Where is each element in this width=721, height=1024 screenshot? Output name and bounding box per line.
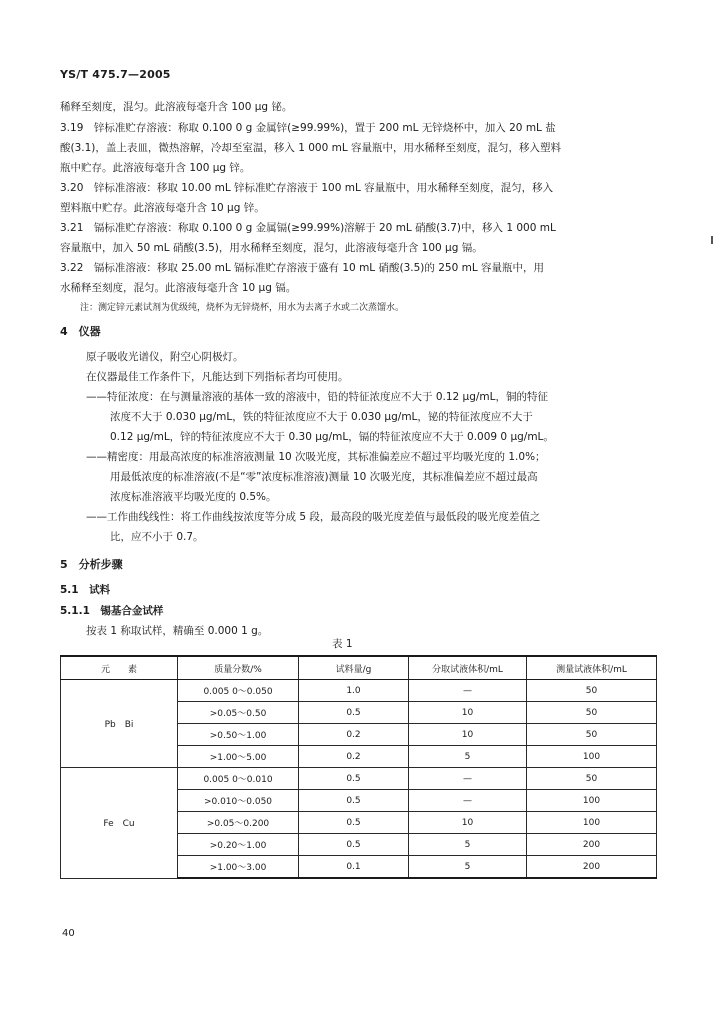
table-cell: 50 <box>527 768 657 790</box>
table-cell: 0.005 0～0.050 <box>178 680 299 702</box>
table-cell: 0.2 <box>299 746 409 768</box>
paragraph-line: 3.19 锌标准贮存溶液：称取 0.100 0 g 金属锌(≥99.99%)，置于 200 mL 无锌烧杯中，加入 20 mL 盐 <box>60 122 556 134</box>
table-1 <box>60 655 657 879</box>
table-cell: — <box>409 790 527 812</box>
scan-edge-mark <box>711 236 713 244</box>
table-cell: 0.5 <box>299 768 409 790</box>
table-cell: 10 <box>409 702 527 724</box>
table-cell: 100 <box>527 790 657 812</box>
section-5-1-title: 5.1 试料 <box>60 584 111 596</box>
header-aliquot-volume: 分取试液体积/mL <box>409 656 527 680</box>
note-text: 注：测定锌元素试剂为优级纯，烧杯为无锌烧杯，用水为去离子水或二次蒸馏水。 <box>80 303 405 313</box>
table-cell: 5 <box>409 834 527 856</box>
table-row <box>61 768 657 790</box>
table-cell: — <box>409 768 527 790</box>
paragraph-line: 0.12 μg/mL，锌的特征浓度应不大于 0.30 μg/mL，镉的特征浓度应不大于 0.009 0 μg/mL。 <box>110 431 554 443</box>
paragraph-line: 浓度标准溶液平均吸光度的 0.5%。 <box>110 491 277 503</box>
table-cell: 10 <box>409 724 527 746</box>
table-cell: 0.5 <box>299 702 409 724</box>
paragraph-line: 用最低浓度的标准溶液(不是“零”浓度标准溶液)测量 10 次吸光度，其标准偏差应不超过最高 <box>110 471 538 483</box>
paragraph-line: 按表 1 称取试样，精确至 0.000 1 g。 <box>86 625 269 637</box>
table-cell: 5 <box>409 856 527 879</box>
paragraph-line: 酸(3.1)，盖上表皿，微热溶解，冷却至室温，移入 1 000 mL 容量瓶中，用水稀释至刻度，混匀，移入塑料 <box>60 142 562 154</box>
standard-number: YS/T 475.7—2005 <box>60 68 171 81</box>
table-row <box>61 680 657 702</box>
table-cell: >0.20～1.00 <box>178 834 299 856</box>
table-cell: 50 <box>527 724 657 746</box>
table-cell: >0.50～1.00 <box>178 724 299 746</box>
table-cell: >0.05～0.200 <box>178 812 299 834</box>
paragraph-line: 水稀释至刻度，混匀。此溶液每毫升含 10 μg 镉。 <box>60 282 297 294</box>
paragraph-line: ——特征浓度：在与测量溶液的基体一致的溶液中，铅的特征浓度应不大于 0.12 μg/mL，铜的特征 <box>86 391 549 403</box>
section-5-title: 5 分析步骤 <box>60 558 123 571</box>
table-cell: >1.00～5.00 <box>178 746 299 768</box>
header-mass-fraction: 质量分数/% <box>178 656 299 680</box>
page-number: 40 <box>62 928 75 939</box>
table-cell: 1.0 <box>299 680 409 702</box>
paragraph-line: ——精密度：用最高浓度的标准溶液测量 10 次吸光度，其标准偏差应不超过平均吸光度的 1.0%； <box>86 451 546 463</box>
table-cell: 10 <box>409 812 527 834</box>
table-cell: 5 <box>409 746 527 768</box>
table-cell: >0.010～0.050 <box>178 790 299 812</box>
paragraph-line: 原子吸收光谱仪，附空心阴极灯。 <box>86 351 244 363</box>
paragraph-line: 稀释至刻度，混匀。此溶液每毫升含 100 μg 铋。 <box>60 101 293 113</box>
paragraph-line: 比，应不小于 0.7。 <box>110 531 204 543</box>
table-cell: 0.5 <box>299 790 409 812</box>
paragraph-line: 瓶中贮存。此溶液每毫升含 100 μg 锌。 <box>60 162 251 174</box>
table-cell: >1.00～3.00 <box>178 856 299 879</box>
table-cell: 0.2 <box>299 724 409 746</box>
header-measure-volume: 测量试液体积/mL <box>527 656 657 680</box>
paragraph-line: 在仪器最佳工作条件下，凡能达到下列指标者均可使用。 <box>86 371 349 383</box>
paragraph-line: 3.21 镉标准贮存溶液：称取 0.100 0 g 金属镉(≥99.99%)溶解于 20 mL 硝酸(3.7)中，移入 1 000 mL <box>60 222 556 234</box>
paragraph-line: 3.20 锌标准溶液：移取 10.00 mL 锌标准贮存溶液于 100 mL 容量瓶中，用水稀释至刻度，混匀，移入 <box>60 182 554 194</box>
table-cell: >0.05～0.50 <box>178 702 299 724</box>
table-cell: 0.5 <box>299 812 409 834</box>
table-header-row <box>61 656 657 680</box>
table-cell: 0.005 0～0.010 <box>178 768 299 790</box>
header-element: 元 素 <box>61 656 178 680</box>
section-4-title: 4 仪器 <box>60 325 101 338</box>
header-sample-mass: 试料量/g <box>299 656 409 680</box>
table-cell: 100 <box>527 746 657 768</box>
element-cell: Pb Bi <box>61 680 178 768</box>
table-cell: 50 <box>527 702 657 724</box>
paragraph-line: 3.22 镉标准溶液：移取 25.00 mL 镉标准贮存溶液于盛有 10 mL 硝酸(3.5)的 250 mL 容量瓶中，用 <box>60 262 545 274</box>
table-cell: 50 <box>527 680 657 702</box>
paragraph-line: 塑料瓶中贮存。此溶液每毫升含 10 μg 锌。 <box>60 202 265 214</box>
table-caption: 表 1 <box>332 638 353 650</box>
table-cell: 0.5 <box>299 834 409 856</box>
table-cell: 200 <box>527 856 657 879</box>
paragraph-line: 容量瓶中，加入 50 mL 硝酸(3.5)，用水稀释至刻度，混匀，此溶液每毫升含 100 μg 镉。 <box>60 242 483 254</box>
table-cell: — <box>409 680 527 702</box>
paragraph-line: 浓度不大于 0.030 μg/mL，铁的特征浓度应不大于 0.030 μg/mL，铋的特征浓度应不大于 <box>110 411 533 423</box>
table-cell: 100 <box>527 812 657 834</box>
table-cell: 0.1 <box>299 856 409 879</box>
section-5-1-1-title: 5.1.1 锡基合金试样 <box>60 605 164 617</box>
element-cell: Fe Cu <box>61 768 178 879</box>
table-cell: 200 <box>527 834 657 856</box>
paragraph-line: ——工作曲线线性：将工作曲线按浓度等分成 5 段，最高段的吸光度差值与最低段的吸光度差值之 <box>86 511 541 523</box>
